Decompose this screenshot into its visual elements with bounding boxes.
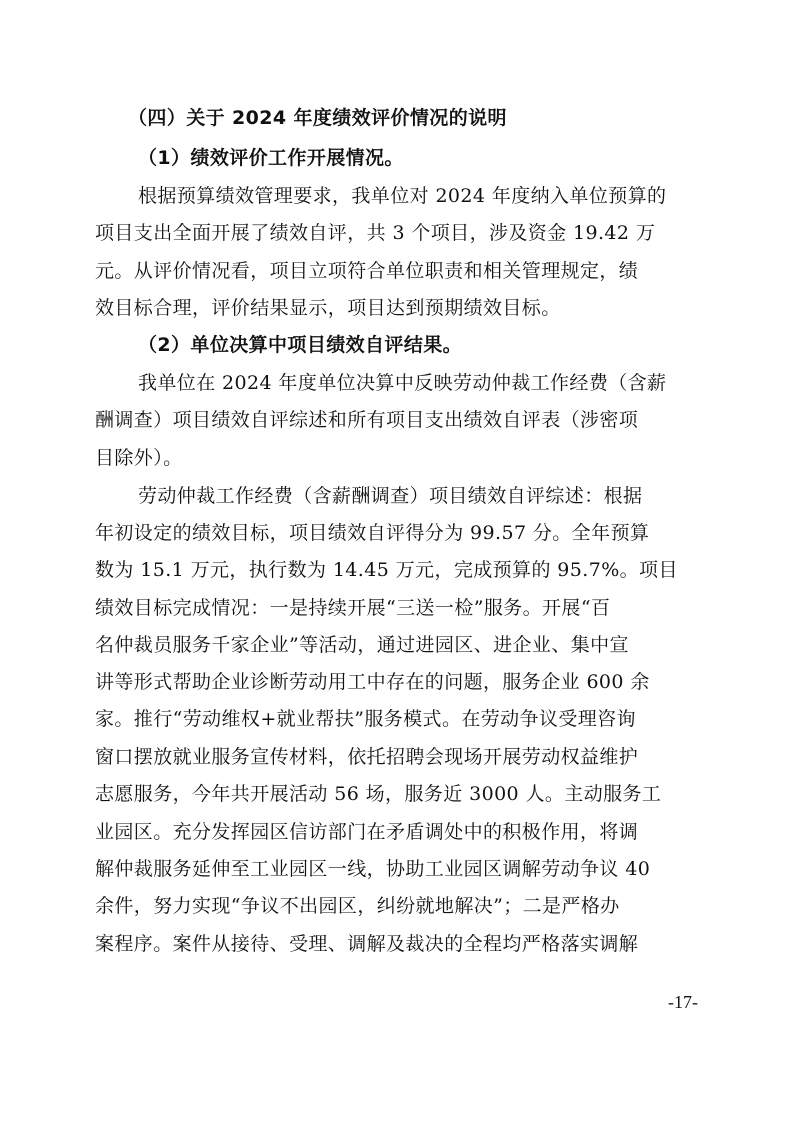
paragraph-line: 名仲裁员服务千家企业”等活动，通过进园区、进企业、集中宣	[95, 634, 629, 656]
paragraph-line: 年初设定的绩效目标，项目绩效自评得分为 99.57 分。全年预算	[95, 522, 650, 544]
paragraph-line: 家。推行“劳动维权+就业帮扶”服务模式。在劳动争议受理咨询	[95, 708, 636, 730]
paragraph-line: 效目标合理，评价结果显示，项目达到预期绩效目标。	[95, 297, 561, 319]
paragraph-line: 数为 15.1 万元，执行数为 14.45 万元，完成预算的 95.7%。项目	[95, 559, 678, 581]
paragraph-line: 余件，努力实现“争议不出园区，纠纷就地解决”；二是严格办	[95, 895, 620, 917]
page-number: -17-	[668, 992, 698, 1012]
paragraph-line: 目除外）。	[95, 447, 183, 469]
paragraph-line: 我单位在 2024 年度单位决算中反映劳动仲裁工作经费（含薪	[138, 372, 667, 394]
paragraph-line: 业园区。充分发挥园区信访部门在矛盾调处中的积极作用，将调	[95, 821, 639, 843]
paragraph-line: 劳动仲裁工作经费（含薪酬调查）项目绩效自评综述：根据	[138, 485, 643, 507]
paragraph-line: 讲等形式帮助企业诊断劳动用工中存在的问题，服务企业 600 余	[95, 671, 650, 693]
paragraph-line: 窗口摆放就业服务宣传材料，依托招聘会现场开展劳动权益维护	[95, 746, 639, 768]
paragraph-line: 酬调查）项目绩效自评综述和所有项目支出绩效自评表（涉密项	[95, 409, 639, 431]
paragraph-line: 解仲裁服务延伸至工业园区一线，协助工业园区调解劳动争议 40	[95, 858, 651, 880]
paragraph-line: 根据预算绩效管理要求，我单位对 2024 年度纳入单位预算的	[138, 185, 667, 207]
section-heading: （四）关于 2024 年度绩效评价情况的说明	[128, 107, 507, 129]
paragraph-line: 绩效目标完成情况：一是持续开展“三送一检”服务。开展“百	[95, 597, 611, 619]
paragraph-line: 元。从评价情况看，项目立项符合单位职责和相关管理规定，绩	[95, 260, 639, 282]
paragraph-line: 志愿服务，今年共开展活动 56 场，服务近 3000 人。主动服务工	[95, 783, 662, 805]
paragraph-line: 项目支出全面开展了绩效自评，共 3 个项目，涉及资金 19.42 万	[95, 222, 656, 244]
subheading-2: （2）单位决算中项目绩效自评结果。	[138, 334, 463, 356]
subheading-1: （1）绩效评价工作开展情况。	[138, 147, 404, 169]
paragraph-line: 案程序。案件从接待、受理、调解及裁决的全程均严格落实调解	[95, 933, 639, 955]
